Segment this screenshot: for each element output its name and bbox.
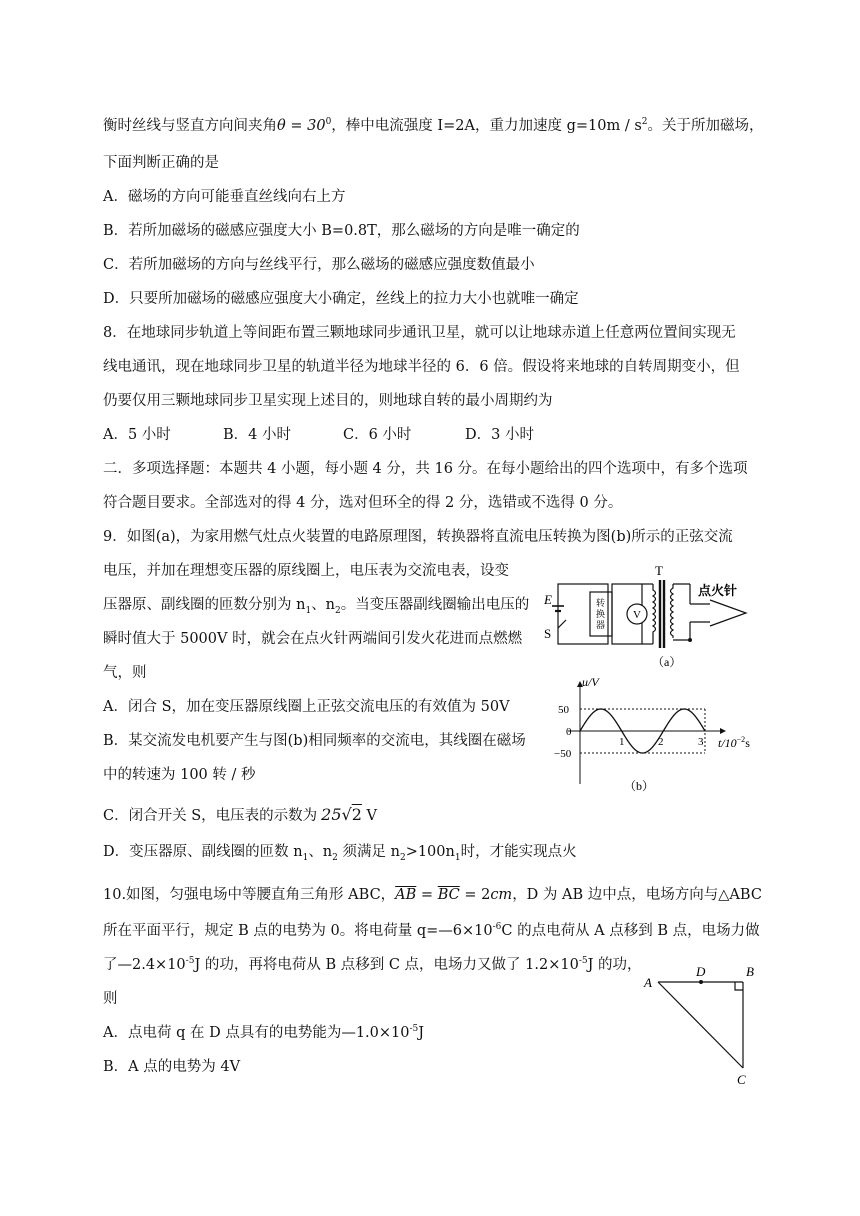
svg-text:2: 2 (658, 736, 664, 748)
converter-label: 转换器 (596, 598, 606, 630)
q7-stem-line2: 下面判断正确的是 (103, 155, 219, 171)
q7-option-c: C．若所加磁场的方向与丝线平行，那么磁场的磁感应强度数值最小 (103, 257, 535, 273)
q9-stem-line1: 9．如图(a)，为家用燃气灶点火装置的电路原理图，转换器将直流电压转换为图(b)所示的正弦交流 (103, 529, 733, 545)
q10-stem-line2: 所在平面平行，规定 B 点的电势为 0。将电荷量 $q=—6\times 10^{-6}C$ 的点电荷从 A 点移到 B 点，电场力做 (103, 922, 760, 939)
q9-option-a: A．闭合 S，加在变压器原线圈上正弦交流电压的有效值为 50V (103, 699, 510, 715)
svg-text:点火针: 点火针 (698, 583, 738, 598)
svg-text:3: 3 (698, 736, 704, 748)
q10-triangle-figure (640, 964, 780, 1090)
svg-text:S: S (544, 626, 552, 641)
svg-text:0: 0 (566, 726, 572, 738)
svg-text:t/10−2s: $t/10^{-2}s$ (718, 735, 750, 750)
q7-stem-line1: 衡时丝线与竖直方向间夹角$\theta = 30^0$，棒中电流强度 I=2A，重力加速度 $g=10m / s^2$。关于所加磁场， (103, 117, 764, 134)
q9-figure-a-circuit (540, 562, 790, 674)
svg-text:C: C (737, 1072, 746, 1087)
q8-option-b: B．4 小时 (223, 427, 291, 443)
svg-text:B: B (746, 964, 754, 979)
q10-option-b: B．A 点的电势为 4V (103, 1059, 241, 1075)
section2-line1: 二．多项选择题：本题共 4 小题，每小题 4 分，共 16 分。在每小题给出的四个选项中，有多个选项 (103, 461, 748, 477)
svg-text:50: 50 (558, 704, 569, 716)
q9-option-b-line1: B．某交流发电机要产生与图(b)相同频率的交流电，其线圈在磁场 (103, 733, 526, 749)
svg-text:V: V (633, 609, 641, 621)
svg-text:T: T (655, 563, 663, 578)
q8-option-a: A．5 小时 (103, 427, 171, 443)
svg-text:（b）: （b） (624, 779, 655, 793)
q7-option-b: B．若所加磁场的磁感应强度大小 B=0.8T，那么磁场的方向是唯一确定的 (103, 223, 580, 239)
q8-stem-line1: 8．在地球同步轨道上等间距布置三颗地球同步通讯卫星，就可以让地球赤道上任意两位置间实现无 (103, 325, 736, 341)
q8-options (103, 425, 534, 445)
q7-option-d: D．只要所加磁场的磁感应强度大小确定，丝线上的拉力大小也就唯一确定 (103, 291, 579, 307)
q9-figure-b-sine-chart (540, 674, 790, 798)
svg-text:D: D (696, 964, 706, 979)
q9-stem-line2: 电压，并加在理想变压器的原线圈上，电压表为交流电表，设变 (103, 563, 509, 579)
svg-text:−50: −50 (554, 748, 572, 760)
section2-line2: 符合题目要求。全部选对的得 4 分，选对但环全的得 2 分，选错或不选得 0 分。 (103, 495, 623, 511)
q7-option-a: A．磁场的方向可能垂直丝线向右上方 (103, 189, 346, 205)
q8-stem-line2: 线电通讯，现在地球同步卫星的轨道半径为地球半径的 6．6 倍。假设将来地球的自转周期变小，但 (103, 359, 740, 375)
svg-text:1: 1 (619, 736, 625, 748)
q8-stem-line3: 仍要仅用三颗地球同步卫星实现上述目的，则地球自转的最小周期约为 (103, 393, 553, 409)
q9-stem-line5: 气，则 (103, 665, 147, 681)
svg-text:（a）: （a） (652, 655, 682, 669)
q9-stem-line4: 瞬时值大于 5000V 时，就会在点火针两端间引发火花进而点燃燃 (103, 631, 523, 647)
q10-option-a: A．点电荷 q 在 D 点具有的电势能为$—1.0\times 10^{-5}J$ (103, 1024, 425, 1041)
q10-stem-line1: 10.如图，匀强电场中等腰直角三角形 ABC，$\overline{AB} = \overline{BC} = 2cm$，D 为 AB 边中点，电场方向与△ABC (103, 887, 762, 903)
q10-stem-line3: 了$—2.4\times 10^{-5}J$ 的功，再将电荷从 B 点移到 C 点，电场力又做了 $1.2\times 10^{-5}J$ 的功， (103, 956, 642, 973)
q9-option-d: D．变压器原、副线圈的匝数 $n_1$、$n_2$ 须满足 $n_2>100n_1$时，才能实现点火 (103, 844, 577, 863)
q9-option-b-line2: 中的转速为 100 转 / 秒 (103, 767, 256, 783)
svg-text:u/V: u/V (582, 675, 599, 689)
svg-text:E: E (544, 592, 552, 607)
q8-option-d: D．3 小时 (465, 427, 534, 443)
svg-text:A: A (644, 975, 652, 990)
q8-option-c: C．6 小时 (343, 427, 412, 443)
q9-stem-line3: 压器原、副线圈的匝数分别为 $n_1$、$n_2$。当变压器副线圈输出电压的 (103, 597, 530, 616)
q10-stem-line4: 则 (103, 991, 118, 1007)
q9-option-c: C．闭合开关 S，电压表的示数为 25√2 V (103, 805, 377, 824)
